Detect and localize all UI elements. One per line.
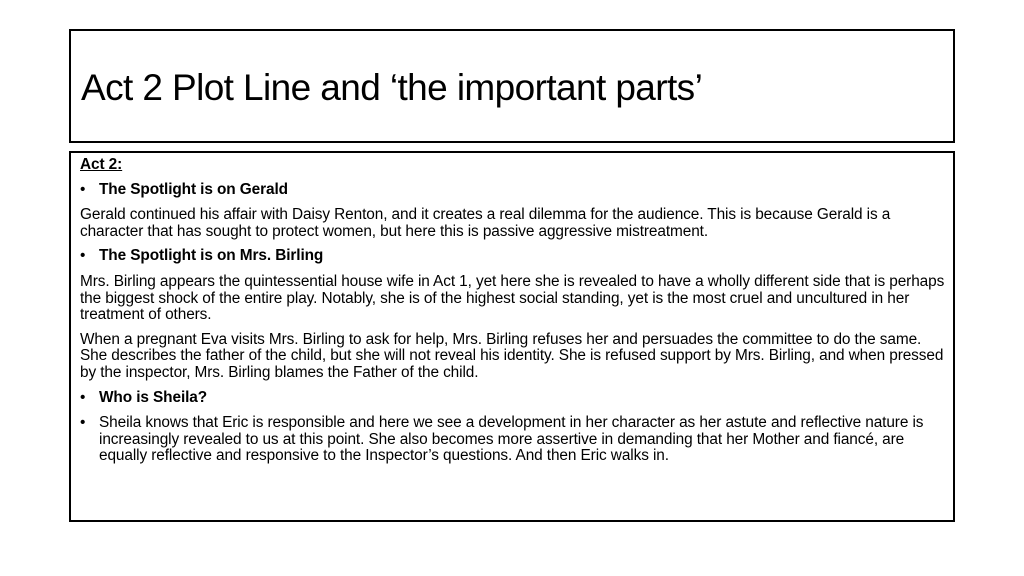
bullet-item xyxy=(80,248,946,265)
content-body xyxy=(80,157,946,474)
paragraph-mrs-birling: Mrs. Birling appears the quintessential house wife in Act 1, yet here she is revealed to have a wholly different side that is perhaps the biggest shock of the entire play. Notably, she is of the highest social standing, yet is the most cruel and uncultured in her treatment of others. xyxy=(80,272,945,324)
paragraph-gerald: Gerald continued his affair with Daisy Renton, and it creates a real dilemma for the audience. This is because Gerald is a character that has sought to protect women, but here this is passive aggressive mistreatment. xyxy=(80,206,891,240)
bullet-item xyxy=(80,390,946,407)
slide-title: Act 2 Plot Line and ‘the important parts’ xyxy=(81,67,703,108)
content-box xyxy=(69,151,955,522)
act-heading: Act 2: xyxy=(80,156,123,173)
title-box xyxy=(69,29,955,143)
bullet-item xyxy=(80,182,946,199)
bullet-heading-sheila: Who is Sheila? xyxy=(99,388,208,406)
bullet-heading-mrs-birling: The Spotlight is on Mrs. Birling xyxy=(99,247,324,265)
paragraph-sheila: Sheila knows that Eric is responsible and here we see a development in her character as her astute and reflective nature is increasingly revealed to us at this point. She also becomes more assertive in demanding that her Mother and fiancé, are equally reflective and responsive to the Inspector’s questions. And then Eric walks in. xyxy=(99,414,924,465)
bullet-item xyxy=(80,415,946,465)
bullet-icon: • xyxy=(80,414,86,432)
bullet-icon: • xyxy=(80,180,86,198)
bullet-heading-gerald: The Spotlight is on Gerald xyxy=(99,180,288,198)
bullet-icon: • xyxy=(80,388,86,406)
paragraph-eva-visit: When a pregnant Eva visits Mrs. Birling to ask for help, Mrs. Birling refuses her and persuades the committee to do the same. She describes the father of the child, but she will not reveal his identity. She is refused support by Mrs. Birling, and when pressed by the inspector, Mrs. Birling blames the Father of the child. xyxy=(80,330,944,381)
bullet-icon: • xyxy=(80,247,86,265)
